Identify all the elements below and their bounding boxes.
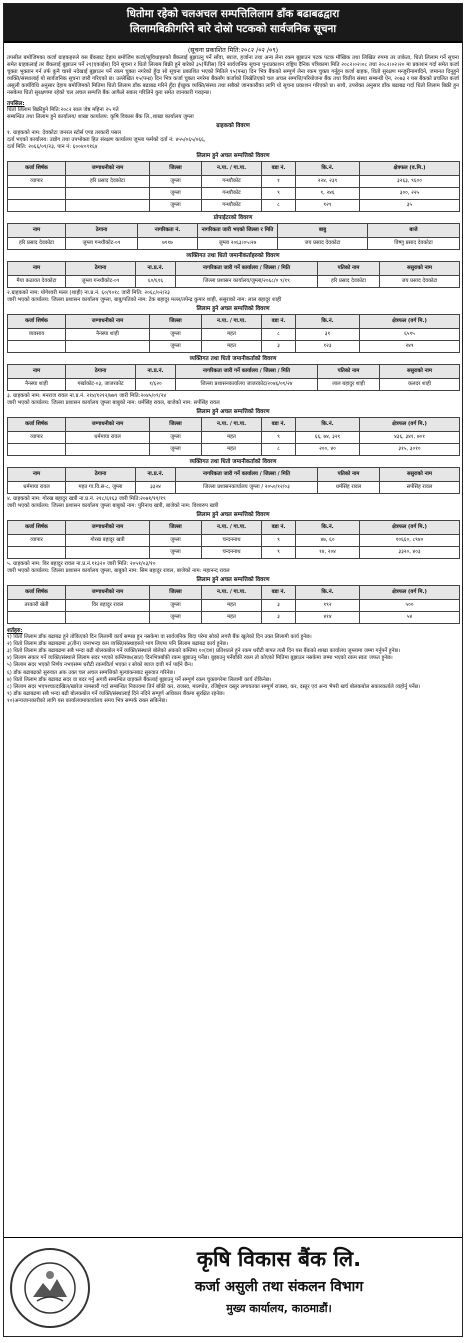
table-cell: २२४, २३९ [296,175,360,187]
term-item: २) धितो लिलाम डाँक बढाबढमा ३(तीन) जनाभन्दा कम व्यक्ति/संस्थाहरुले भाग लिएमा पनि लिलाम बढाबढ कार्य हुनेछ। [7,640,229,647]
borrower-2-name: २.ग्राहकको नाम: योगेश्वरी मल्ल (शाही) ना.प्र.नं. ६०/१०१८ जारी मिति: २०६८/०२/२३ [7,289,170,296]
column-header: नाम [8,223,66,237]
column-header: कि.नं. [296,161,360,175]
column-header: ठेगाना [66,261,136,275]
table-cell: ३३२४ [136,481,176,493]
table-cell: ६०/६१६ [136,275,176,287]
table-cell: जुम्ला [150,599,202,611]
table-cell: जिल्ला प्रशासनकार्यालय जुम्ला / २०५०/१२/०३ [176,481,318,493]
table-row [8,275,460,287]
land-heading-4: लिलाम हुने अचल सम्पत्तिको विवरण [196,511,270,518]
notice-page [3,3,463,1337]
table-cell [66,340,150,352]
proprietor-heading: प्रोपाईटरको विवरण [213,214,253,221]
table-cell: चन्दननाथ [202,534,262,546]
table-cell: ८ [262,328,296,340]
table-cell: महत [202,443,262,455]
table-cell: जुम्ला गन्थ्यौकोट-०९ [66,275,136,287]
table-cell: हरि प्रसाद देवकोटा [8,237,66,249]
borrower-1-reg2: दर्ता मिति: २०६६/०१/२३, पान नं: ६००४०९१६४ [7,143,98,150]
column-header: ना.प्र.नं. [136,261,176,275]
column-header: कर्जा शिर्षक [8,585,66,599]
column-header: क्षेत्रफल (वर्ग मि.) [360,314,460,328]
borrower-4-name: ४. ग्राहकको नाम: गोरख बहादुर खत्री ना.प्र.नं. २१८/६१६३ जारी मिति:२०७१/११/१९ [7,495,166,502]
table-cell: जुम्ला [150,431,202,443]
table-cell: ३ [262,611,296,623]
table-cell: जय प्रसाद देवकोटा [278,237,368,249]
column-header: ससुराको नाम [380,467,460,481]
term-item: ९) डाँक बढाबढमा सबै भन्दा बढी बोलकबोल गर्ने व्यक्ति/संस्थालाई दिने नदिने सम्पूर्ण अधिकार बैंकमा सुरक्षित रहनेछ। [7,691,225,698]
table-row [8,611,460,623]
table-cell: जुम्ला [150,534,202,546]
column-header: नागरिकता जारी गर्ने कार्यालय / जिल्ला / मिति [176,364,318,378]
borrower-1-reg: दर्ता भएको कार्यालय: उद्योग तथा उपभोक्ता हित संरक्षण कार्यालय जुम्ला फर्मको दर्ता नं: ४५५/०६५/०६६, [7,136,206,143]
table-row [8,546,460,558]
table-cell: ५४ [360,611,460,623]
table-cell: ३ [262,340,296,352]
column-header: क्षेत्रफल (वर्ग मि.) [360,585,460,599]
table-cell: महत [202,599,262,611]
table-cell: ९ [262,546,296,558]
table-cell: धर्मसिंह रावल [318,481,380,493]
table-cell: धर्ममाया रावल [66,431,150,443]
table-row [8,443,460,455]
land-table-5 [7,585,460,624]
column-header: बाजे [368,223,460,237]
table-cell: जुम्ला गन्थ्यौकोट-०९ [66,237,138,249]
table-row [8,187,460,199]
land-heading-5: लिलाम हुने अचल सम्पत्तिको विवरण [196,576,270,583]
table-row [8,237,460,249]
intro-paragraph: तपसील बमोजिमका कर्जा ग्राहकहरुले यस बैंकबाट देहाय बमोजिम कर्जा/सुविधाहरुको बैंकलाई बुझाउनु पर्ने साँवा, ब्याज, हर्जाना तथा अन्य लेना रकम बुझाउन पटक पटक मौखिक तथा लिखित रुपमा तर ताकेता, धितो लिलाम गर्ने सूचना समेत ग्राहकलाई तर बैंकलाई बुझाउन पर्ने २१(एकाईस) दिने सूचना र धितो लिलाम बिक्री हुने बारेको ३५(पैंतीस) दिने सार्वजनिक सूचना पुनःप्रकाशन राष्ट्रिय दैनिक पत्रिकामा मिति २०८२।०२।०८ तथा २०८२।०२।२० मा प्रकाशन गर्दा समेत कर्जा चुक्ता भुक्तान गर्न तर्फ कुनै चासो नदेखाई बुझाउन पर्ने रकम चुक्ता नगरेको हुँदा सो सूचना प्रकाशित भएको मितिले १५(पन्ध्र) दिन भित्र बैंकको सम्पूर्ण लेना रकम चुक्ता गर्नुहुन कर्जा ग्राहक, धितो सुरक्षण मन्जुरीनामादिने, जमानत दिनुहुने व्यक्ति/संस्थालाई यो सार्वजनिक सूचना जारी गरिएको छ। उल्लेखित १५(पन्ध्र) दिन भित्र कर्जा चुक्ता नगरेमा बैंकसँग कर्जाको लिखेतिएको चल अचल सम्पत्ति/परियोजना बैंक तथा वित्तीय संस्था सम्बन्धी ऐन, २०७३ र यस बैंकको प्रचलित कर्जा असुली कार्यविधि अनुसार देहाय बमोजिमको मितिमा धितो लिलाम डाँक बढाबढ गरिने हुँदा ईच्छुक व्यक्ति/संस्था तथा सबैको जानकारीका लागि यो सूचना प्रकाशन गरिएको छ। साथै, उपरोक्त अनुसार डाँक बढाबढ गर्दा धितो लिलाम बिक्री हुन नसकेमा धितो सुरक्षणमा रहेको चल अचल सम्पत्ति बैंक आफैले सकार गरिलिने कुरा समेत जानकारी गराइन्छ। [7,55,459,97]
guarantor-heading-2: व्यक्तिगत तथा धितो जमानीकर्ताको विवरण [189,355,277,362]
table-cell: ३ [262,599,296,611]
table-row [8,431,460,443]
column-header: क्षेत्रफल (वर्ग मि.) [360,417,460,431]
table-cell: महत [202,328,262,340]
table-cell: कलदर शाही [380,378,460,390]
table-cell [8,340,66,352]
borrower-2-office: जारी भएको कार्यालय: जिल्ला प्रशासन कार्यालय जुम्ला, बाबु/पतिको नाम: टेक बहादुर मल्ल/तपेन्द्र कुमार शाही, ससुराको नाम: लाल बहादुर शाही [7,296,282,303]
term-item: ५) लिलाम सदर भएको निर्णय नभएसम्म धरौटी रकमविर्ता भएका र सोको ब्याज दावी गर्न पाईने छैन। [7,662,193,669]
column-header: न.पा. / गा.पा. [202,520,262,534]
auction-date: धितो लिलाम बिक्रीहुने मिति:२०८२ साल जेष्ठ महिना २५ गते [7,106,119,113]
table-cell: गर्खाकोट-०३, जाजरकोट [66,378,136,390]
table-cell: जुम्ला [150,443,202,455]
notice-date: (सूचना प्रकाशित मिति:२०८२ /०२ /०९) [187,46,279,54]
table-cell: सर्पसिंह रावल [380,481,460,493]
term-item: ६) डाँक बढाबढको सुरुवात अंक उक्त चल अचल सम्पत्तिको मूल्यांकनबाट सुरुवात गरिनेछ। [7,669,175,676]
land-heading-3: लिलाम हुने अचल सम्पत्तिको विवरण [196,408,270,415]
column-header: जग्गाधनीको नाम [66,417,150,431]
column-header: नाम [8,467,66,481]
column-header: ठेगाना [66,467,136,481]
borrower-3-name: ३. ग्राहकको नाम: मनराज रावल ना.प्र.नं. २१४/१२१२/७७९ जारी मिति:२०४५/०९/२४ [7,392,167,399]
column-header: नागरिकता जारी गर्ने कार्यालय / जिल्ला / मिति [176,467,318,481]
column-header: वडा नं. [262,585,296,599]
table-row [8,175,460,187]
borrower-1-name: १. ग्राहकको नाम: देवकोटा जनरल स्टोर्स एण्ड तरकारी पसल [7,129,122,136]
table-cell: गोरख बहादुर खत्री [66,534,150,546]
notice-header [4,4,462,43]
table-cell: चन्दननाथ [202,546,262,558]
footer [4,1237,462,1336]
table-cell: १२३ [296,340,360,352]
table-cell: जुम्ला [150,546,202,558]
column-header: जग्गाधनीको नाम [66,314,150,328]
table-cell: महत [202,340,262,352]
table-cell: १२१ [296,199,360,211]
borrower-5-office: जारी भएको कार्यालय: जिल्ला प्रशासन कार्यालय जुम्ला, बाबुको नाम: सिम बहादुर रावल, बाजेको नाम: महानन्द रावल [7,567,230,574]
column-header: न.पा. / गा.पा. [202,417,262,431]
column-header: कि.नं. [296,585,360,599]
table-cell: जिल्ला प्रशासन कार्यालय/जुम्ला/२०६८/० ९/१९ [176,275,318,287]
table-cell [66,199,150,211]
column-header: जिल्ला [150,161,202,175]
column-header: क्षेत्रफल (व.मि.) [360,161,460,175]
land-heading-2: लिलाम हुने अचल सम्पत्तिको विवरण [196,305,270,312]
table-cell: ६६, ७४, ३२१ [296,431,360,443]
table-cell: ७११७ [138,237,198,249]
table-cell: विर बहादुर रावल [66,599,150,611]
term-item: १) धितो लिलाम डाँक बढाबढ हुने तोकिएको दिन लिलामी कार्य सम्पन्न हुन नसकेमा वा सार्वजनिक बिदा परेमा सोको लगत्तै बैंक खुलेको दिन उक्त लिलामी कार्य हुनेछ। [7,633,312,640]
land-table-3 [7,417,460,456]
table-cell: महत [202,611,262,623]
column-header: जिल्ला [150,520,202,534]
column-header: जग्गाधनीको नाम [66,161,150,175]
table-cell: ९ [262,534,296,546]
guarantor-heading-3: व्यक्तिगत तथा धितो जमानीकर्ताको विवरण [189,458,277,465]
table-cell: गन्थ्यौकोट [202,175,262,187]
table-cell: जुम्ला [150,175,202,187]
table-cell: १०६६०, ८९४० [360,534,460,546]
table-cell: ४७, ६० [296,534,360,546]
column-header: पतिको नाम [318,261,380,275]
table-cell: ६५९५ [360,328,460,340]
table-cell: विष्णु प्रसाद देवकोटा [368,237,460,249]
details-heading: तपसिल: [7,100,25,107]
column-header: कि.नं. [296,520,360,534]
table-cell: व्यापार [8,534,66,546]
table-cell: ३००, २२५ [360,187,460,199]
term-item: ४) लिलाम सकार गर्ने व्यक्ति/संस्थाले लिलाम सदर भएको कम्तिमा७(सात) दिनभित्रबाँकी रकम बुझाउनु पर्नेछ। बुझाउनु पर्नेबाँकी रकम तो कोएको मितिमा बुझाउन नसकेमा जम्मा भएको रकम स्वतः जफत हुनेछ। [7,655,393,662]
table-cell: ३५ [360,199,460,211]
column-header: ससुराको नाम [380,364,460,378]
column-header: नाम [8,261,66,275]
table-row [8,599,460,611]
column-header: कि.नं. [296,314,360,328]
table-cell: ९ [262,431,296,443]
table-cell: १, २४६ [296,187,360,199]
table-cell [66,611,150,623]
column-header: वडा नं. [262,417,296,431]
table-cell: ९ [262,187,296,199]
column-header: नाम [8,364,66,378]
guarantor-table-3 [7,467,460,494]
table-row [8,328,460,340]
borrower-heading: ग्राहकको विवरण [216,122,250,129]
table-cell: व्यवसाय [8,328,66,340]
land-table-1 [7,161,460,212]
column-header: नागरिकता जारी भएको जिल्ला र मिति [198,223,278,237]
table-cell: १/६२० [136,378,176,390]
table-cell [66,443,150,455]
proprietor-table [7,223,460,250]
table-cell: ८ [262,199,296,211]
column-header: जिल्ला [150,585,202,599]
borrower-5-name: ५. ग्राहकको नाम: विर बहादुर रावल ना.प्र.नं.११३२० जारी मिति: २०५१/०३/१० [7,560,156,567]
table-cell: जुम्ला २०६३।०५।२७ [198,237,278,249]
column-header: ना.प्र.नं. [136,364,176,378]
table-cell: जुम्ला [150,187,202,199]
table-cell: २४९ [360,340,460,352]
table-cell: व्यापार [8,431,66,443]
table-cell: तरकारी खेती [8,599,66,611]
table-row [8,481,460,493]
table-cell: ३१ [296,328,360,340]
column-header: बाबु [278,223,368,237]
column-header: पतिको नाम [318,364,380,378]
borrower-4-office: जारी भएको कार्यालय: जिल्ला प्रशासन कार्यालय जुम्ला बाबुको नाम: पुरिनाथ खत्री, बाजेको नाम: विश्वरुप खत्री [7,502,219,509]
table-cell [8,199,66,211]
column-header: कर्जा शिर्षक [8,314,66,328]
table-cell: व्यापार [8,175,66,187]
table-cell: जुम्ला [150,340,202,352]
table-cell: नैनस्या शाही [8,378,66,390]
guarantor-heading-1: व्यक्तिगत तथा धितो जमानीकर्ताहरुको विवरण [186,252,280,259]
bank-emblem-icon [23,1261,77,1315]
column-header: वडा नं. [262,520,296,534]
table-row [8,534,460,546]
table-cell: जुम्ला [150,328,202,340]
table-cell [8,187,66,199]
table-cell: गन्थ्यौकोट [202,199,262,211]
table-cell: २००, ४० [296,443,360,455]
header-line-1: धितोमा रहेको चलअचल सम्पत्तिलिलाम डाँक बढाबढद्वारा [126,8,340,20]
table-cell: गन्थ्यौकोट [202,187,262,199]
table-cell: १ [262,175,296,187]
column-header: ठेगाना [66,364,136,378]
land-table-2 [7,314,460,353]
column-header: न.पा. / गा.पा. [202,585,262,599]
column-header: कि.नं. [296,417,360,431]
column-header: जग्गाधनीको नाम [66,585,150,599]
column-header: कर्जा शिर्षक [8,161,66,175]
column-header: ठेगाना [66,223,138,237]
column-header: जग्गाधनीको नाम [66,520,150,534]
table-cell [66,187,150,199]
table-cell: १९२ [296,599,360,611]
table-cell [8,611,66,623]
table-cell [66,546,150,558]
term-item: ७) धितो लिलाम डाँक बढाबढ सदर वा बदर गर्नु अगावै सम्बन्धित ग्राहकले बैंकलाई बुझाउनु पर्ने सम्पूर्ण रकम चुक्तागरेमा लिलामी कार्य रोकिनेछ। [7,676,272,683]
table-cell: नैनस्या शाही [66,328,150,340]
table-cell: ५०० [360,599,460,611]
table-cell: हरि प्रसाद देवकोटा [318,275,380,287]
table-row [8,199,460,211]
column-header: ना.प्र.नं. [136,467,176,481]
table-cell: ३३२०, ४०३ [360,546,460,558]
column-header: कर्जा शिर्षक [8,417,66,431]
bank-logo-icon [10,1248,90,1328]
borrower-3-office: जारी भएको कार्यालय: जिल्ला प्रशासन कार्यालय जुम्ला बाबुको नाम: धर्मसिंह रावल, बाजेको नाम: सर्पसिंह रावल [7,399,220,406]
column-header: वडा नं. [262,314,296,328]
column-header: ससुराको नाम [380,261,460,275]
column-header: नागरिकता नं. [138,223,198,237]
terms-heading: शर्तहरु: [7,627,23,634]
table-cell: ४१४ [296,611,360,623]
table-cell [8,443,66,455]
table-cell: महत गा.वि.स-८, जुम्ला [66,481,136,493]
table-row [8,340,460,352]
table-cell: जुम्ला [150,611,202,623]
column-header: कर्जा शिर्षक [8,520,66,534]
bank-name: कृषि विकास बैंक लि. [196,1247,362,1271]
column-header: जिल्ला [150,314,202,328]
column-header: पतिको नाम [318,467,380,481]
table-cell [8,546,66,558]
table-cell: ४३६, ३४१, ७०१ [360,431,460,443]
column-header: न.पा. / गा.पा. [202,161,262,175]
table-cell: जुम्ला [150,199,202,211]
table-cell: महत [202,431,262,443]
column-header: न.पा. / गा.पा. [202,314,262,328]
table-cell: धर्ममाया रावल [8,481,66,493]
table-cell: मैया कठायत देवकोटा [8,275,66,287]
table-cell: लाल बहादुर शाही [318,378,380,390]
head-office: मुख्य कार्यालय, काठमाडौं। [226,1302,332,1315]
guarantor-table-2 [7,364,460,391]
column-header: नागरिकता जारी गर्ने कार्यालय / जिल्ला / मिति [176,261,318,275]
table-cell: जिल्ला प्रशासनकार्यालय जाजरकोट/२०४६/०१/२४ [176,378,318,390]
auction-office: सम्बन्धित तथा लिलाम हुने कार्यालय/ शाखा कार्यालय: कृषि विकास बैंक लि.,शाखा कार्यालय जुम्ला [7,113,194,120]
term-item: ३) धितो लिलाम डाँक बढाबढमा सबै भन्दा बढी बोलकबोल गर्ने व्यक्ति/संस्थाले बोलेको अंकको कम्तिमा १०(दश) प्रतिशतले हुने रकम धरौटी बापत त्यसै दिन यस बैंकको शाखा कार्यालय जुम्लामा जम्मा गर्नुपर्ने हुनेछ। [7,647,401,654]
table-cell: हरि प्रसाद देवकोटा [66,175,150,187]
table-cell: ३१५, ३०१० [360,443,460,455]
header-line-2: लिलामबिक्रीगरिने बारे दोस्रो पटकको सार्वजनिक सूचना [129,23,337,35]
column-header: क्षेत्रफल (वर्ग मि.) [360,520,460,534]
table-row [8,378,460,390]
land-table-4 [7,520,460,559]
table-cell: जय प्रसाद देवकोटा [380,275,460,287]
column-header: वडा नं. [262,161,296,175]
table-cell: ३२६३, ९६०० [360,175,460,187]
term-item: ८) लिलाम सदर भएपश्चात्दाखिल/खारेज नामसारी गर्दा सम्बन्धित निकायमा तिर्न बाँकी कर, राजस्व, मालपोत, रजिष्ट्रेशन दस्तुर लगायतका सम्पूर्ण राजस्व, कर, दस्तुर एवं अन्य भैपरी खर्च बोलकबोल सकारकर्ताले व्यहोर्नु पर्नेछ। [7,683,421,690]
department-name: कर्जा असुली तथा संकलन विभाग [194,1279,364,1295]
terms-list [4,634,462,706]
guarantor-table-1 [7,261,460,288]
column-header: जिल्ला [150,417,202,431]
term-item: १०)अन्यजानकारीको लागि यस कार्यालयमाकार्यालय समय भित्र सम्पर्क राख्न सकिनेछ। [7,698,168,705]
table-cell: ८ [262,443,296,455]
land-heading: लिलाम हुने अचल सम्पत्तिको विवरण [196,152,270,159]
table-cell: १४, २०४ [296,546,360,558]
